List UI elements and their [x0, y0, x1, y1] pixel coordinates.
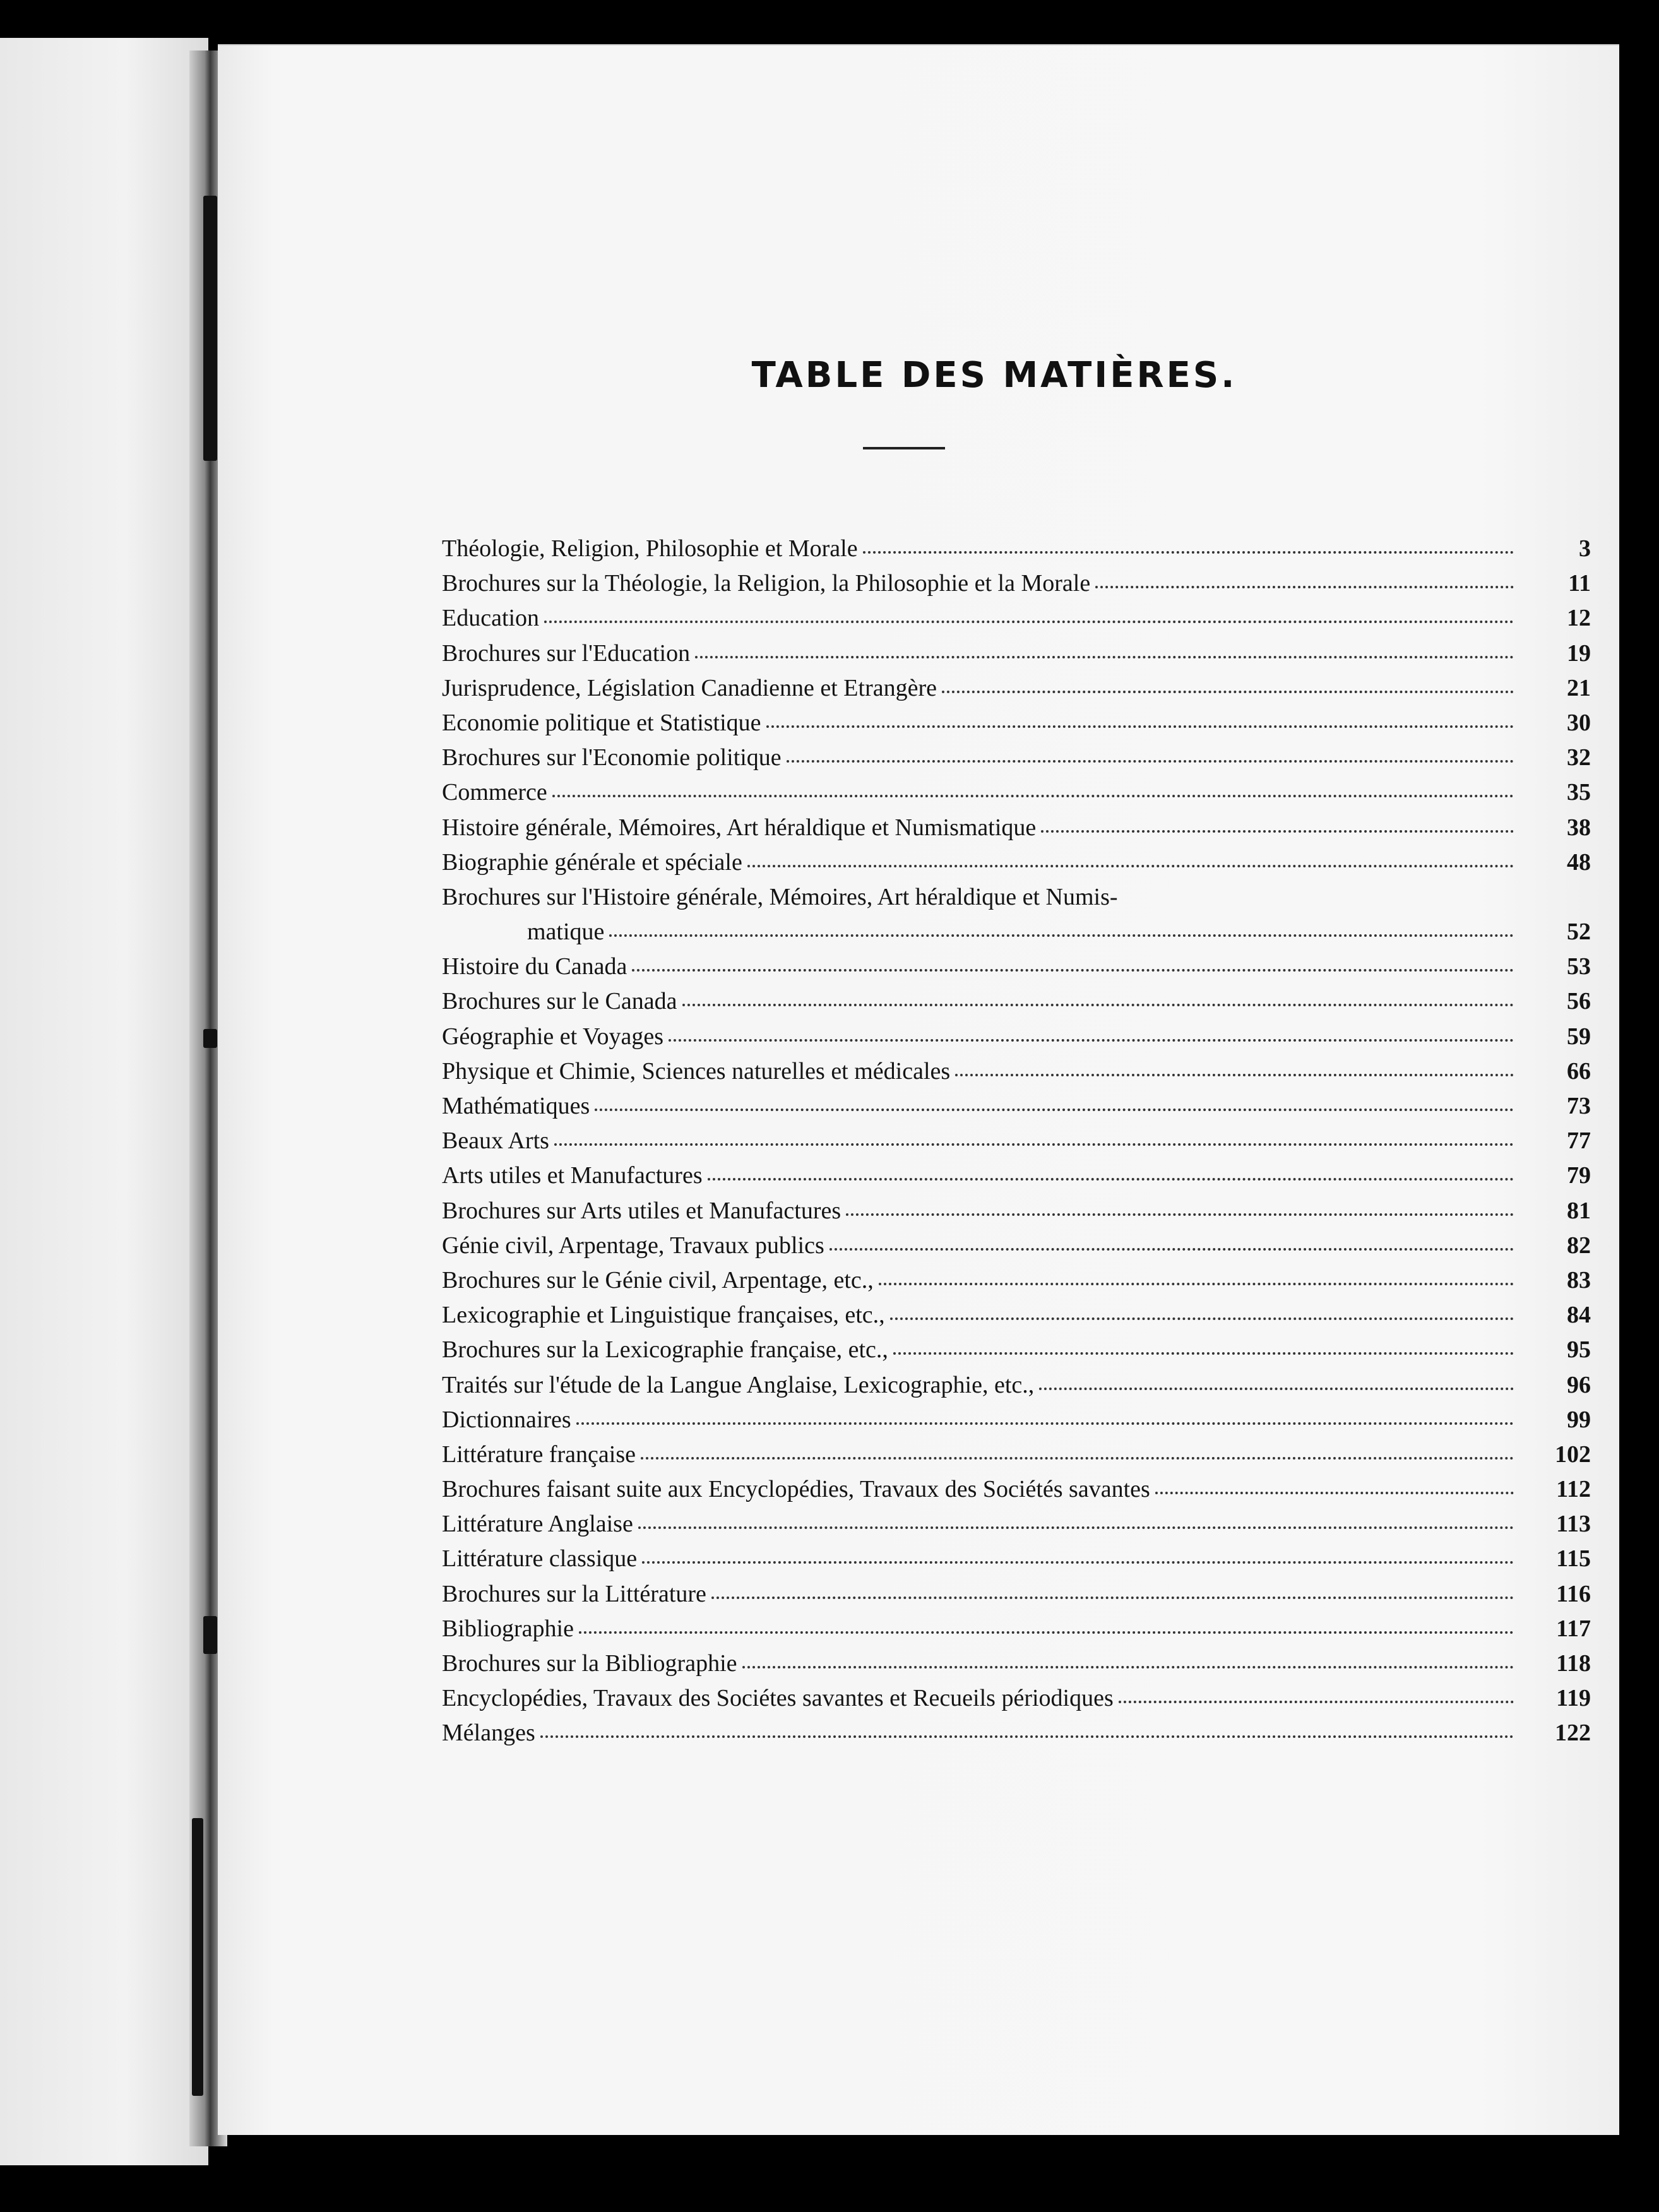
toc-entry — [442, 566, 1591, 601]
toc-entry — [442, 880, 1591, 915]
toc-entry — [442, 1263, 1591, 1298]
toc-entry — [442, 636, 1591, 671]
toc-entry-label: Littérature classique — [442, 1545, 638, 1573]
document-page — [218, 44, 1619, 2135]
toc-entry — [442, 1054, 1591, 1089]
toc-entry-label: Brochures sur l'Histoire générale, Mémoires, Art héraldique et Numis- — [442, 883, 1118, 910]
binding-mark — [203, 1029, 217, 1048]
dot-leader — [1095, 585, 1514, 588]
toc-entry-label: Physique et Chimie, Sciences naturelles et médicales — [442, 1057, 951, 1085]
toc-entry-page-number: 99 — [1567, 1406, 1591, 1433]
toc-entry-label: matique — [527, 919, 605, 946]
toc-entry — [442, 1646, 1591, 1681]
toc-entry-page-number: 30 — [1567, 709, 1591, 736]
toc-entry-label: Brochures sur le Génie civil, Arpentage, etc., — [442, 1266, 874, 1293]
toc-entry — [442, 775, 1591, 810]
toc-entry — [442, 1507, 1591, 1542]
toc-entry-label: Dictionnaires — [442, 1406, 571, 1433]
toc-entry — [442, 811, 1591, 845]
binding-mark — [203, 1616, 217, 1654]
toc-entry — [442, 706, 1591, 740]
toc-entry-label: Brochures sur la Bibliographie — [442, 1650, 737, 1677]
toc-entry — [442, 1368, 1591, 1403]
dot-leader — [893, 1352, 1514, 1355]
toc-entry-page-number: 96 — [1567, 1371, 1591, 1398]
toc-entry-label: Brochures sur l'Education — [442, 639, 691, 667]
toc-entry-page-number: 95 — [1567, 1336, 1591, 1364]
dot-leader — [846, 1213, 1514, 1216]
toc-entry-page-number: 35 — [1567, 779, 1591, 806]
binding-mark — [203, 196, 217, 461]
toc-entry-label: Arts utiles et Manufactures — [442, 1162, 703, 1189]
toc-entry — [442, 949, 1591, 984]
dot-leader — [942, 690, 1514, 693]
toc-entry-label: Littérature française — [442, 1441, 636, 1468]
toc-entry-label: Brochures sur la Théologie, la Religion, la Philosophie et la Morale — [442, 570, 1091, 597]
dot-leader — [554, 1143, 1514, 1146]
toc-entry-page-number: 115 — [1556, 1545, 1591, 1573]
toc-entry-page-number: 113 — [1556, 1511, 1591, 1538]
toc-entry-page-number: 117 — [1556, 1615, 1591, 1642]
toc-entry-page-number: 11 — [1568, 570, 1591, 597]
toc-entry-page-number: 38 — [1567, 814, 1591, 841]
dot-leader — [766, 725, 1514, 728]
dot-leader — [1041, 830, 1514, 833]
toc-entry-label: Brochures sur la Lexicographie française, etc., — [442, 1336, 888, 1364]
toc-entry-label: Encyclopédies, Travaux des Sociétes savantes et Recueils périodiques — [442, 1685, 1114, 1712]
toc-entry — [442, 1681, 1591, 1716]
toc-entry-label: Brochures sur Arts utiles et Manufactures — [442, 1197, 841, 1224]
toc-entry-page-number: 119 — [1556, 1685, 1591, 1712]
toc-entry-page-number: 12 — [1567, 605, 1591, 632]
toc-entry-label: Brochures sur la Littérature — [442, 1580, 706, 1607]
toc-entry — [442, 1158, 1591, 1193]
dot-leader — [540, 1735, 1514, 1738]
toc-entry-page-number: 59 — [1567, 1023, 1591, 1050]
dot-leader — [863, 550, 1514, 554]
dot-leader — [552, 794, 1514, 797]
toc-entry-page-number: 118 — [1556, 1650, 1591, 1677]
toc-entry-page-number: 73 — [1567, 1093, 1591, 1119]
toc-entry-page-number: 53 — [1567, 953, 1591, 980]
toc-entry-page-number: 81 — [1567, 1197, 1591, 1224]
toc-entry-page-number: 83 — [1567, 1266, 1591, 1293]
toc-entry-page-number: 48 — [1567, 848, 1591, 876]
toc-entry — [442, 1472, 1591, 1507]
toc-entry-label: Mathématiques — [442, 1093, 590, 1119]
dot-leader — [890, 1317, 1514, 1320]
dot-leader — [595, 1108, 1514, 1111]
dot-leader — [711, 1596, 1514, 1599]
dot-leader — [955, 1073, 1514, 1076]
toc-entry — [442, 1437, 1591, 1472]
toc-entry — [442, 845, 1591, 880]
toc-entry — [442, 740, 1591, 775]
dot-leader — [787, 759, 1514, 763]
toc-entry-label: Economie politique et Statistique — [442, 709, 761, 736]
toc-entry-page-number: 116 — [1556, 1580, 1591, 1607]
page-title: TABLE DES MATIÈRES. — [751, 355, 1237, 396]
toc-entry-page-number: 122 — [1555, 1720, 1591, 1747]
dot-leader — [641, 1456, 1514, 1460]
toc-entry — [442, 671, 1591, 706]
toc-entry-page-number: 21 — [1567, 674, 1591, 701]
toc-entry — [442, 1089, 1591, 1124]
toc-entry-label: Beaux Arts — [442, 1127, 549, 1155]
toc-entry — [442, 1298, 1591, 1333]
dot-leader — [830, 1247, 1514, 1251]
dot-leader — [642, 1561, 1514, 1564]
dot-leader — [609, 934, 1514, 937]
toc-entry — [442, 984, 1591, 1019]
dot-leader — [579, 1631, 1514, 1634]
toc-entry — [442, 1577, 1591, 1612]
previous-page-edge — [0, 38, 208, 2165]
toc-entry — [442, 1716, 1591, 1751]
dot-leader — [576, 1422, 1514, 1425]
dot-leader — [708, 1177, 1514, 1180]
toc-entry-label: Jurisprudence, Législation Canadienne et Etrangère — [442, 674, 937, 701]
toc-entry — [442, 1020, 1591, 1054]
toc-entry-page-number: 52 — [1567, 919, 1591, 946]
toc-entry-label: Littérature Anglaise — [442, 1511, 633, 1538]
toc-entry-page-number: 32 — [1567, 744, 1591, 771]
toc-entry-label: Mélanges — [442, 1720, 535, 1747]
toc-entry-label: Bibliographie — [442, 1615, 574, 1642]
toc-entry-label: Génie civil, Arpentage, Travaux publics — [442, 1232, 824, 1259]
dot-leader — [1155, 1491, 1514, 1494]
dot-leader — [747, 864, 1514, 867]
toc-entry — [442, 1228, 1591, 1263]
dot-leader — [669, 1038, 1514, 1042]
toc-entry-label: Lexicographie et Linguistique françaises, etc., — [442, 1302, 885, 1329]
toc-entry — [442, 1333, 1591, 1367]
dot-leader — [1039, 1387, 1514, 1390]
toc-entry-label: Brochures faisant suite aux Encyclopédies, Travaux des Sociétés savantes — [442, 1476, 1150, 1503]
toc-entry-page-number: 56 — [1567, 988, 1591, 1015]
dot-leader — [682, 1003, 1514, 1006]
toc-entry-label: Théologie, Religion, Philosophie et Morale — [442, 535, 858, 562]
dot-leader — [1119, 1700, 1514, 1703]
dot-leader — [742, 1665, 1514, 1668]
toc-entry-page-number: 112 — [1556, 1476, 1591, 1503]
toc-entry-label: Brochures sur l'Economie politique — [442, 744, 782, 771]
toc-entry — [442, 601, 1591, 636]
toc-entry — [442, 1403, 1591, 1437]
dot-leader — [695, 655, 1514, 658]
toc-entry — [442, 1194, 1591, 1228]
dot-leader — [879, 1282, 1514, 1285]
toc-entry-page-number: 79 — [1567, 1162, 1591, 1189]
toc-entry-page-number: 77 — [1567, 1127, 1591, 1155]
dot-leader — [544, 620, 1514, 623]
toc-entry-label: Education — [442, 605, 540, 632]
toc-entry-label: Histoire générale, Mémoires, Art héraldique et Numismatique — [442, 814, 1037, 841]
toc-entry — [442, 1542, 1591, 1576]
dot-leader — [632, 968, 1514, 972]
toc-entry — [442, 1124, 1591, 1158]
toc-entry-label: Histoire du Canada — [442, 953, 627, 980]
toc-entry-page-number: 82 — [1567, 1232, 1591, 1259]
toc-entry-label: Géographie et Voyages — [442, 1023, 664, 1050]
table-of-contents — [442, 532, 1591, 1751]
toc-entry-page-number: 19 — [1567, 639, 1591, 667]
toc-entry-page-number: 84 — [1567, 1302, 1591, 1329]
toc-entry — [442, 1612, 1591, 1646]
toc-entry-label: Traités sur l'étude de la Langue Anglaise, Lexicographie, etc., — [442, 1371, 1035, 1398]
title-rule — [863, 447, 945, 449]
toc-entry-page-number: 3 — [1579, 535, 1591, 562]
toc-entry-label: Commerce — [442, 779, 547, 806]
dot-leader — [638, 1526, 1514, 1529]
toc-entry — [442, 532, 1591, 566]
binding-mark — [192, 1818, 203, 2096]
toc-entry — [442, 915, 1591, 949]
toc-entry-page-number: 66 — [1567, 1057, 1591, 1085]
toc-entry-label: Brochures sur le Canada — [442, 988, 677, 1015]
toc-entry-page-number: 102 — [1555, 1441, 1591, 1468]
toc-entry-label: Biographie générale et spéciale — [442, 848, 742, 876]
